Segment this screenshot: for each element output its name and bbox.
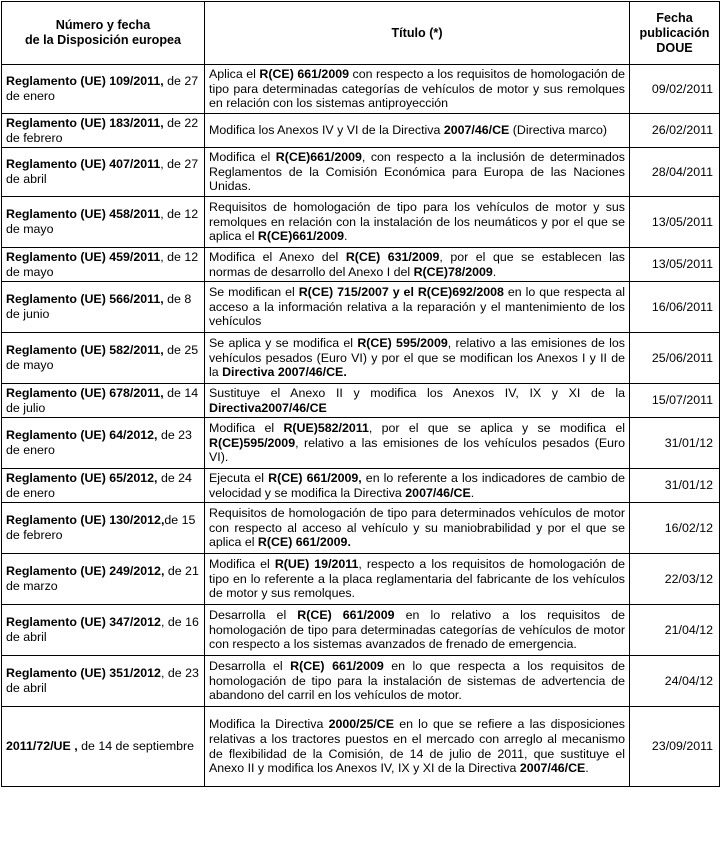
table-row bbox=[2, 503, 720, 554]
regulation-title: Desarrolla el R(CE) 661/2009 en lo que respecta a los requisitos de homologación de tipo para la instalación de sistemas de advertencia de abandono del carril en los vehículos de motor. bbox=[205, 656, 630, 707]
publication-date: 24/04/12 bbox=[630, 656, 720, 707]
header-row bbox=[2, 2, 720, 65]
publication-date: 22/03/12 bbox=[630, 554, 720, 605]
regulation-number-date bbox=[2, 656, 205, 707]
table-row bbox=[2, 197, 720, 248]
regulation-date: , de 27 de abril bbox=[6, 157, 199, 186]
regulation-number-date bbox=[2, 114, 205, 148]
table-row bbox=[2, 707, 720, 787]
regulation-number: Reglamento (UE) 183/2011, bbox=[6, 115, 164, 130]
regulation-number-date bbox=[2, 605, 205, 656]
regulation-number-date bbox=[2, 65, 205, 114]
regulation-title: Se aplica y se modifica el R(CE) 595/2009, relativo a las emisiones de los vehículos pesados (Euro VI) y por el que se modifican los Anexos I y II de la Directiva 2007/46/CE. bbox=[205, 333, 630, 384]
table-row bbox=[2, 656, 720, 707]
regulation-number: Reglamento (UE) 130/2012, bbox=[6, 513, 165, 528]
regulation-date: de 25 de mayo bbox=[6, 343, 199, 372]
regulation-title: Se modifican el R(CE) 715/2007 y el R(CE)692/2008 en lo que respecta al acceso a la información relativa a la reparación y el mantenimiento de los vehículos bbox=[205, 282, 630, 333]
publication-date: 23/09/2011 bbox=[630, 707, 720, 787]
regulation-number: Reglamento (UE) 351/2012 bbox=[6, 666, 161, 681]
publication-date: 31/01/12 bbox=[630, 469, 720, 503]
regulation-date: de 15 de febrero bbox=[6, 513, 196, 542]
regulation-title: Modifica el R(UE) 19/2011, respecto a los requisitos de homologación de tipo en lo referente a la placa reglamentaria del fabricante de los vehículos de motor y sus remolques. bbox=[205, 554, 630, 605]
regulation-number: Reglamento (UE) 566/2011, bbox=[6, 292, 164, 307]
regulation-number: Reglamento (UE) 347/2012 bbox=[6, 615, 161, 630]
regulation-date: de 24 de enero bbox=[6, 470, 192, 500]
regulation-number-date bbox=[2, 282, 205, 333]
table-row bbox=[2, 333, 720, 384]
regulation-number: Reglamento (UE) 65/2012, bbox=[6, 470, 158, 485]
regulation-number-date bbox=[2, 418, 205, 469]
regulation-title: Modifica el R(UE)582/2011, por el que se aplica y se modifica el R(CE)595/2009, relativo a las emisiones de los vehículos pesados (Euro VI). bbox=[205, 418, 630, 469]
regulation-number-date bbox=[2, 197, 205, 248]
publication-date: 13/05/2011 bbox=[630, 197, 720, 248]
table-row bbox=[2, 148, 720, 197]
regulations-table bbox=[1, 1, 720, 787]
table-row bbox=[2, 65, 720, 114]
regulation-number-date bbox=[2, 503, 205, 554]
table-row bbox=[2, 384, 720, 418]
regulation-date: de 27 de enero bbox=[6, 74, 199, 103]
regulation-number: Reglamento (UE) 249/2012, bbox=[6, 564, 165, 579]
publication-date: 25/06/2011 bbox=[630, 333, 720, 384]
regulation-date: , de 16 de abril bbox=[6, 615, 199, 644]
publication-date: 31/01/12 bbox=[630, 418, 720, 469]
table-row bbox=[2, 418, 720, 469]
regulation-title: Aplica el R(CE) 661/2009 con respecto a los requisitos de homologación de tipo para determinadas categorías de vehículos de motor y sus remolques en relación con los sistemas antiproyección bbox=[205, 65, 630, 114]
regulation-number-date bbox=[2, 469, 205, 503]
regulation-title: Requisitos de homologación de tipo para los vehículos de motor y sus remolques en relación con la instalación de los neumáticos y por el que se aplica el R(CE)661/2009. bbox=[205, 197, 630, 248]
regulation-date: , de 12 de mayo bbox=[6, 207, 199, 236]
publication-date: 13/05/2011 bbox=[630, 248, 720, 282]
regulation-number: Reglamento (UE) 109/2011, bbox=[6, 74, 164, 89]
publication-date: 16/06/2011 bbox=[630, 282, 720, 333]
publication-date: 28/04/2011 bbox=[630, 148, 720, 197]
regulation-title: Sustituye el Anexo II y modifica los Anexos IV, IX y XI de la Directiva2007/46/CE bbox=[205, 384, 630, 418]
header-number-date: Número y fecha de la Disposición europea bbox=[2, 2, 205, 65]
regulation-date: de 23 de enero bbox=[6, 428, 192, 457]
regulation-title: Desarrolla el R(CE) 661/2009 en lo relativo a los requisitos de homologación de tipo para determinadas categorías de vehículos de motor con respecto a los sistemas avanzados de frenado de emergencia. bbox=[205, 605, 630, 656]
regulation-date: de 22 de febrero bbox=[6, 115, 199, 145]
regulation-date: , de 23 de abril bbox=[6, 666, 199, 695]
regulation-date: de 21 de marzo bbox=[6, 564, 199, 593]
regulation-number-date bbox=[2, 333, 205, 384]
table-row bbox=[2, 248, 720, 282]
regulation-number: Reglamento (UE) 678/2011, bbox=[6, 385, 164, 400]
regulation-number: Reglamento (UE) 459/2011 bbox=[6, 249, 161, 264]
regulation-title: Ejecuta el R(CE) 661/2009, en lo referente a los indicadores de cambio de velocidad y se modifica la Directiva 2007/46/CE. bbox=[205, 469, 630, 503]
publication-date: 09/02/2011 bbox=[630, 65, 720, 114]
regulation-title: Modifica la Directiva 2000/25/CE en lo que se refiere a las disposiciones relativas a los tractores puestos en el mercado con arreglo al mecanismo de flexibilidad de la Comisión, de 14 de julio de 2011, que sustituye el Anexo II y modifica los Anexos IV, IX y XI de la Directiva 2007/46/CE. bbox=[205, 707, 630, 787]
table-row bbox=[2, 282, 720, 333]
regulation-number: Reglamento (UE) 582/2011, bbox=[6, 343, 164, 358]
regulation-number-date bbox=[2, 554, 205, 605]
header-publication-date: Fecha publicación DOUE bbox=[630, 2, 720, 65]
table-row bbox=[2, 605, 720, 656]
table-row bbox=[2, 554, 720, 605]
regulation-date: de 14 de julio bbox=[6, 385, 199, 415]
regulation-number: Reglamento (UE) 407/2011 bbox=[6, 157, 161, 172]
regulation-title: Requisitos de homologación de tipo para determinados vehículos de motor con respecto al acceso al vehículo y su maniobrabilidad y por el que se aplica el R(CE) 661/2009. bbox=[205, 503, 630, 554]
regulation-title: Modifica el Anexo del R(CE) 631/2009, por el que se establecen las normas de desarrollo del Anexo I del R(CE)78/2009. bbox=[205, 248, 630, 282]
regulation-date: de 14 de septiembre bbox=[77, 739, 195, 754]
regulation-number-date bbox=[2, 248, 205, 282]
regulation-number-date bbox=[2, 384, 205, 418]
regulation-title: Modifica el R(CE)661/2009, con respecto a la inclusión de determinados Reglamentos de la Comisión Económica para Europa de las Naciones Unidas. bbox=[205, 148, 630, 197]
regulation-number: Reglamento (UE) 458/2011 bbox=[6, 207, 161, 222]
regulation-number-date bbox=[2, 707, 205, 787]
regulation-date: , de 12 de mayo bbox=[6, 249, 199, 279]
regulation-date: de 8 de junio bbox=[6, 292, 192, 321]
publication-date: 26/02/2011 bbox=[630, 114, 720, 148]
publication-date: 16/02/12 bbox=[630, 503, 720, 554]
table-row bbox=[2, 469, 720, 503]
publication-date: 15/07/2011 bbox=[630, 384, 720, 418]
table-row bbox=[2, 114, 720, 148]
publication-date: 21/04/12 bbox=[630, 605, 720, 656]
regulation-number: 2011/72/UE , bbox=[6, 739, 78, 754]
regulation-number-date bbox=[2, 148, 205, 197]
regulation-number: Reglamento (UE) 64/2012, bbox=[6, 428, 158, 443]
regulation-title: Modifica los Anexos IV y VI de la Directiva 2007/46/CE (Directiva marco) bbox=[205, 114, 630, 148]
header-title: Título (*) bbox=[205, 2, 630, 65]
